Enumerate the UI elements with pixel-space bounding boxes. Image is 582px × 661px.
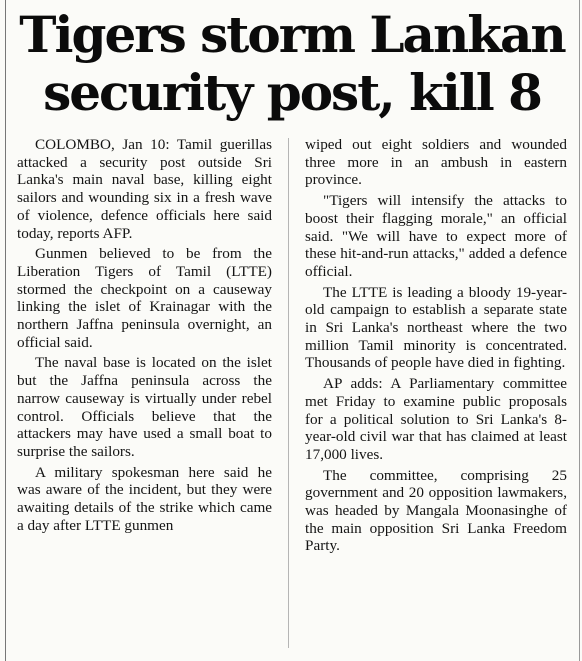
- clipping-edge-left: [5, 0, 6, 661]
- paragraph-gunmen: Gunmen believed to be from the Liberation Tigers of Tamil (LTTE) stormed the checkpoint on a causeway linking the islet of Krainagar with the northern Jaffna peninsula overnight, an official said.: [17, 245, 272, 351]
- paragraph-official-quote: "Tigers will intensify the attacks to boost their flagging morale," an official said. "We will have to expect more of these hit-and-run attacks," added a defence official.: [305, 192, 567, 280]
- paragraph-ltte-campaign: The LTTE is leading a bloody 19-year-old campaign to establish a separate state in Sri Lanka's northeast where the two million Tamil minority is concentrated. Thousands of people have died in fighting.: [305, 283, 567, 372]
- paragraph-committee: The committee, comprising 25 government and 20 opposition lawmakers, was headed by Mangala Moonasinghe of the main opposition Sri Lanka Freedom Party.: [305, 466, 567, 555]
- article-column-left: [17, 136, 272, 537]
- column-divider: [288, 138, 289, 648]
- paragraph-naval-base: The naval base is located on the islet but the Jaffna peninsula across the narrow causeway is virtually under rebel control. Officials believe that the attackers may have used a small boat to surprise the sailors.: [17, 354, 272, 460]
- paragraph-continuation: wiped out eight soldiers and wounded three more in an ambush in eastern province.: [305, 136, 567, 189]
- clipping-edge-right: [579, 0, 580, 661]
- paragraph-ap-adds: AP adds: A Parliamentary committee met Friday to examine public proposals for a political solution to Sri Lanka's 8-year-old civil war that has claimed at least 17,000 lives.: [305, 375, 567, 463]
- headline: Tigers storm Lankan security post, kill 8: [19, 5, 565, 122]
- article-column-right: [305, 136, 567, 558]
- paragraph-spokesman: A military spokesman here said he was aware of the incident, but they were awaiting details of the strike which came a day after LTTE gunmen: [17, 463, 272, 534]
- paragraph-dateline: COLOMBO, Jan 10: Tamil guerillas attacked a security post outside Sri Lanka's main naval base, killing eight sailors and wounding six in a fresh wave of violence, defence officials here said today, reports AFP.: [17, 136, 272, 242]
